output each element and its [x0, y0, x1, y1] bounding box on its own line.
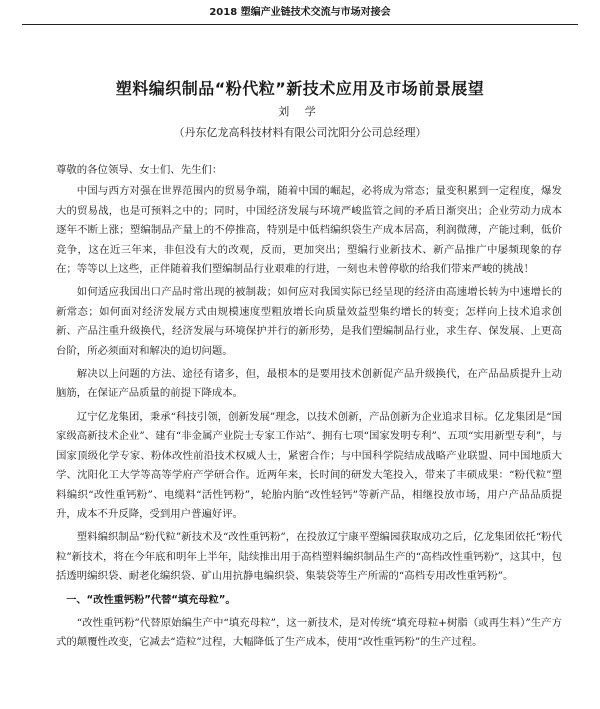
- article-body: [56, 161, 562, 657]
- article-author: 刘 学: [278, 105, 322, 118]
- paragraph-5: 塑料编织制品“粉代粒”新技术及“改性重钙粉”，在投放辽宁康平塑编园获取成功之后，亿龙集团依托“粉代粒”新技术，将在今年底和明年上半年，陆续推出用于高档塑料编织制品生产的“高档改性重钙粉”，这其中，包括透明编织袋、耐老化编织袋、矿山用抗静电编织袋、集装袋等生产所需的“高档专用改性重钙粉”。: [56, 531, 562, 583]
- page-header: [22, 2, 578, 25]
- paragraph-1: 中国与西方对强在世界范围内的贸易争端，随着中国的崛起，必将成为常态；量变积累到一定程度，爆发大的贸易战，也是可预料之中的；同时，中国经济发展与环境严峻监管之间的矛盾日渐突出；企业劳动力成本逐年不断上涨；塑编制品产量上的不停推高，特别是中低档编织袋生产成本居高，利润微薄，产能过剩，低价竞争，这在近三年来，非但没有大的改观，反而，更加突出；塑编行业新技术、新产品推广中屡频现象的存在；等等以上这些，正伴随着我们塑编制品行业艰难的行进，一刻也未曾停歇的给我们带来严峻的挑战！: [56, 185, 562, 276]
- paragraph-6: “改性重钙粉”代替原始编生产中“填充母粒”，这一新技术，是对传统“填充母粒+树脂（或再生料）”生产方式的颠覆性改变，它减去“造粒”过程，大幅降低了生产成本，使用“改性重钙粉”的生产过程。: [56, 616, 562, 649]
- paragraph-2: 如何适应我国出口产品时常出现的被制裁；如何应对我国实际已经呈现的经济由高速增长转为中速增长的新常态；如何面对经济发展方式由规模速度型粗放增长向质量效益型集约增长的转变；怎样向上技术追求创新、产品注重升级换代，经济发展与环境保护并行的新形势，是我们塑编制品行业，求生存、保发展、上更高台阶，所必须面对和解决的迫切问题。: [56, 286, 562, 357]
- paragraph-3: 解决以上问题的方法、途径有诸多，但，最根本的是要用技术创新促产品升级换代，在产品品质提升上动脑筋，在保证产品质量的前提下降成本。: [56, 368, 562, 400]
- paragraph-4: 辽宁亿龙集团，秉承“科技引领，创新发展”理念，以技术创新，产品创新为企业追求目标。亿龙集团是“国家级高新技术企业”、建有“非金属产业院士专家工作站”、拥有七项“国家发明专利”、五项“实用新型专利”，与国家顶级化学专家、粉体改性前沿技术权威人士，紧密合作；与中国科学院结成战略产业联盟、同中国地质大学、沈阳化工大学等高等学府产学研合作。近两年来，长时间的研发大笔投入，带来了丰硕成果：“粉代粒”塑料编织“改性重钙粉”、电缆料“活性钙粉”，轮胎内胎“改性轻钙”等新产品，相继投放市场，用户产品品质提升，成本不升反降，受到用户普遍好评。: [56, 410, 562, 520]
- salutation: 尊敬的各位领导、女士们、先生们：: [56, 164, 223, 176]
- section-heading: 一、“改性重钙粉”代替“填充母粒”。: [66, 594, 236, 606]
- article-title: 塑料编织制品“粉代粒”新技术应用及市场前景展望: [115, 79, 485, 98]
- header-text: 2018 塑编产业链技术交流与市场对接会: [209, 7, 391, 18]
- author-affiliation: （丹东亿龙高科技材料有限公司沈阳分公司总经理）: [173, 126, 427, 139]
